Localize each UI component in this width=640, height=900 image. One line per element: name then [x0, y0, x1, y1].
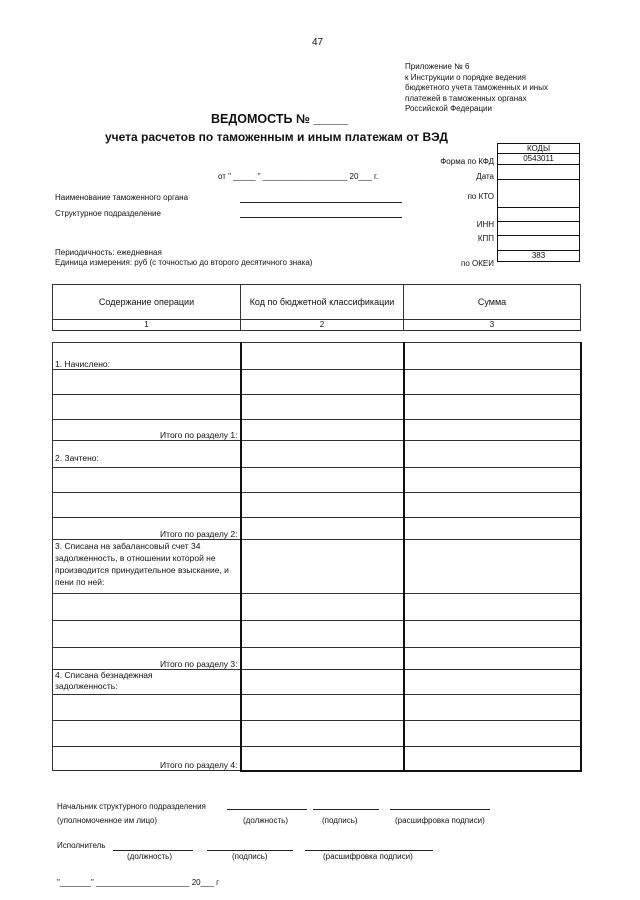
code-kfd-label: Форма по КФД	[440, 157, 494, 166]
code-cell[interactable]	[241, 540, 404, 594]
decode-caption: (расшифровка подписи)	[395, 816, 485, 825]
code-date-value[interactable]	[498, 165, 579, 180]
section-total-label: Итого по разделу 2:	[53, 518, 241, 540]
code-inn-value[interactable]	[498, 208, 579, 222]
table-gap	[53, 331, 581, 343]
unit-label: Единица измерения: руб (с точностью до второго десятичного знака)	[55, 258, 313, 267]
section-total-label: Итого по разделу 1:	[53, 420, 241, 441]
operation-cell[interactable]	[53, 621, 241, 648]
date-line: от " _____ " ___________________ 20___ г.	[218, 172, 379, 181]
sum-cell[interactable]	[404, 670, 581, 695]
signature-caption: (подпись)	[322, 816, 358, 825]
table-header-row	[53, 285, 581, 320]
table-row	[53, 395, 581, 420]
code-cell[interactable]	[241, 721, 404, 747]
subdivision-label: Структурное подразделение	[55, 209, 161, 218]
table-row	[53, 493, 581, 518]
operation-cell[interactable]	[53, 594, 241, 621]
operation-cell[interactable]	[53, 395, 241, 420]
table-row	[53, 695, 581, 721]
section-title: 1. Начислено:	[53, 343, 241, 370]
code-cell[interactable]	[241, 518, 404, 540]
sum-cell[interactable]	[404, 621, 581, 648]
code-empty-row	[498, 236, 579, 251]
periodicity-label: Периодичность: ежедневная	[55, 248, 162, 257]
sum-cell[interactable]	[404, 594, 581, 621]
code-date-label: Дата	[476, 172, 494, 181]
code-okei-label: по ОКЕИ	[461, 259, 494, 268]
table-row	[53, 670, 581, 695]
sum-cell[interactable]	[404, 370, 581, 395]
table-row	[53, 747, 581, 771]
head-signature-input[interactable]	[313, 809, 379, 810]
code-cell[interactable]	[241, 395, 404, 420]
operation-cell[interactable]	[53, 695, 241, 721]
page-number: 47	[312, 37, 324, 48]
position-caption: (должность)	[243, 816, 288, 825]
sum-cell[interactable]	[404, 721, 581, 747]
customs-body-input[interactable]	[240, 202, 402, 203]
sum-cell[interactable]	[404, 493, 581, 518]
appendix-line: платежей в таможенных органах	[405, 93, 527, 103]
sum-cell[interactable]	[404, 540, 581, 594]
table-row	[53, 343, 581, 370]
head-decode-input[interactable]	[390, 809, 490, 810]
table-row	[53, 621, 581, 648]
code-kto-label: по КТО	[467, 192, 494, 201]
table-row	[53, 468, 581, 493]
table-row	[53, 420, 581, 441]
section-total-label: Итого по разделу 3:	[53, 648, 241, 670]
table-row	[53, 441, 581, 468]
code-kto-value[interactable]	[498, 180, 579, 208]
appendix-line: бюджетного учета таможенных и иных	[405, 83, 548, 92]
position-caption: (должность)	[127, 852, 172, 861]
codes-header: КОДЫ	[498, 144, 579, 154]
appendix-line: Приложение № 6	[405, 62, 470, 71]
header-sum: Сумма	[404, 285, 581, 320]
decode-caption: (расшифровка подписи)	[323, 852, 413, 861]
head-position-input[interactable]	[227, 809, 307, 810]
operations-table	[52, 284, 582, 772]
code-kpp-value[interactable]	[498, 222, 579, 236]
sum-cell[interactable]	[404, 468, 581, 493]
subdivision-input[interactable]	[240, 217, 402, 218]
executor-label: Исполнитель	[57, 841, 106, 850]
code-cell[interactable]	[241, 420, 404, 441]
col-number: 1	[53, 320, 241, 331]
code-cell[interactable]	[241, 670, 404, 695]
appendix-line: к Инструкции о порядке ведения	[405, 72, 526, 82]
col-number: 2	[241, 320, 404, 331]
table-row	[53, 594, 581, 621]
operation-cell[interactable]	[53, 370, 241, 395]
section-title: 3. Списана на забалансовый счет 34 задолженность, в отношении которой не производится принудительное взыскание, и пени по ней:	[53, 540, 241, 594]
header-budget-code: Код по бюджетной классификации	[241, 285, 404, 320]
head-sublabel: (уполномоченное им лицо)	[57, 816, 158, 825]
operation-cell[interactable]	[53, 493, 241, 518]
col-number: 3	[404, 320, 581, 331]
code-inn-label: ИНН	[476, 220, 494, 229]
signature-caption: (подпись)	[232, 852, 268, 861]
code-cell[interactable]	[241, 370, 404, 395]
code-kpp-label: КПП	[477, 234, 494, 243]
header-operation: Содержание операции	[53, 285, 241, 320]
code-cell[interactable]	[241, 747, 404, 771]
sum-cell[interactable]	[404, 343, 581, 370]
sum-cell[interactable]	[404, 695, 581, 721]
operation-cell[interactable]	[53, 721, 241, 747]
head-label: Начальник структурного подразделения	[57, 802, 206, 811]
code-cell[interactable]	[241, 648, 404, 670]
table-row	[53, 540, 581, 594]
operation-cell[interactable]	[53, 468, 241, 493]
sum-cell[interactable]	[404, 441, 581, 468]
appendix-line: Российской Федерации	[405, 104, 492, 113]
sum-cell[interactable]	[404, 648, 581, 670]
sum-cell[interactable]	[404, 518, 581, 540]
table-row	[53, 721, 581, 747]
code-cell[interactable]	[241, 441, 404, 468]
code-cell[interactable]	[241, 343, 404, 370]
document-title: ВЕДОМОСТЬ № _____	[211, 112, 349, 126]
code-cell[interactable]	[241, 695, 404, 721]
table-row	[53, 370, 581, 395]
executor-decode-input[interactable]	[305, 850, 433, 851]
code-cell[interactable]	[241, 594, 404, 621]
executor-signature-input[interactable]	[207, 850, 293, 851]
sum-cell[interactable]	[404, 747, 581, 771]
code-okei-value[interactable]: 383	[531, 251, 546, 260]
code-cell[interactable]	[241, 468, 404, 493]
table-row	[53, 518, 581, 540]
code-kfd-value[interactable]: 0543011	[498, 154, 579, 165]
final-date-line: "_______" _____________________ 20___ г	[57, 878, 220, 887]
appendix-note	[405, 62, 548, 115]
section-title: 2. Зачтено:	[53, 441, 241, 468]
code-cell[interactable]	[241, 621, 404, 648]
customs-body-label: Наименование таможенного органа	[55, 193, 189, 202]
section-title: 4. Списана безнадежная задолженность:	[53, 670, 241, 695]
sum-cell[interactable]	[404, 395, 581, 420]
table-row	[53, 648, 581, 670]
section-total-label: Итого по разделу 4:	[53, 747, 241, 771]
executor-position-input[interactable]	[113, 850, 193, 851]
sum-cell[interactable]	[404, 420, 581, 441]
codes-box	[497, 143, 580, 262]
document-subtitle: учета расчетов по таможенным и иным платежам от ВЭД	[105, 130, 448, 144]
table-number-row	[53, 320, 581, 331]
code-cell[interactable]	[241, 493, 404, 518]
